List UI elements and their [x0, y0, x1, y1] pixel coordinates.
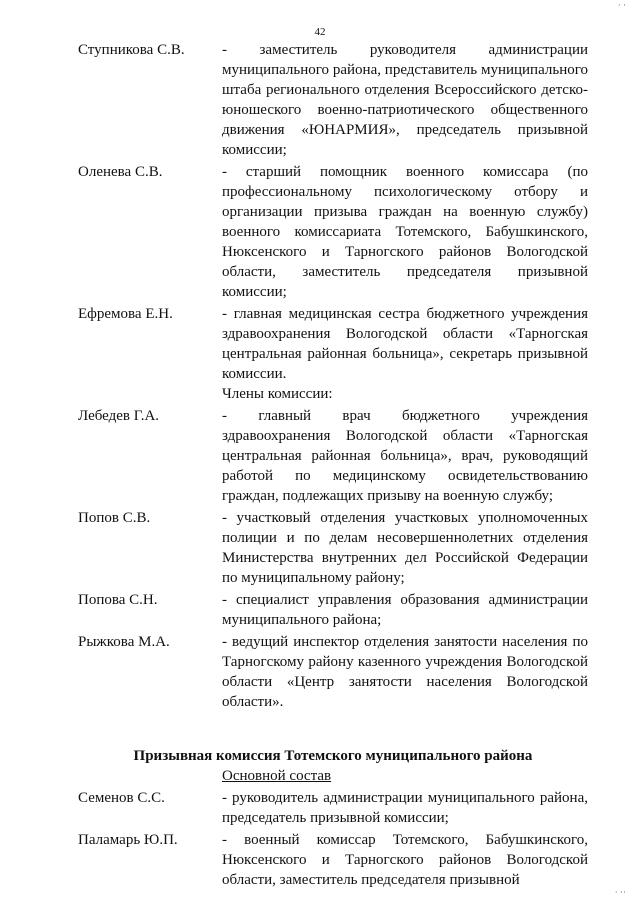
person-role: - главная медицинская сестра бюджетного учреждения здравоохранения Вологодской области «Тарногская центральная районная больница», секретарь призывной комиссии.: [222, 306, 588, 382]
person-role: - заместитель руководителя администрации муниципального района, представитель муниципального штаба регионального отделения Всероссийского детско-юношеского военно-патриотического общественного движения «ЮНАРМИЯ», председатель призывной комиссии;: [222, 42, 588, 158]
entry-efremova: [78, 304, 588, 384]
entry-lebedev: [78, 406, 588, 506]
document-body: [78, 40, 588, 890]
person-name: Ефремова Е.Н.: [78, 306, 173, 322]
commission-title: Призывная комиссия Тотемского муниципального района: [133, 748, 533, 764]
members-heading: Члены комиссии:: [222, 386, 333, 402]
page-number: 42: [314, 26, 326, 38]
person-name: Лебедев Г.А.: [78, 408, 160, 424]
person-role: - военный комиссар Тотемского, Бабушкинского, Нюксенского и Тарногского районов Вологодской области, заместитель председателя призывной: [222, 832, 588, 888]
person-name: Попов С.В.: [78, 510, 151, 526]
person-role: - специалист управления образования администрации муниципального района;: [222, 592, 588, 628]
entry-semenov: [78, 788, 588, 828]
person-role: - старший помощник военного комиссара (по профессиональному психологическому отбору и организации призыва граждан на военную службу) военного комиссариата Тотемского, Бабушкинского, Нюксенского и Тарногского районов Вологодской области, заместитель председателя призывной комиссии;: [222, 164, 588, 300]
person-role: - ведущий инспектор отделения занятости населения по Тарногскому району казенного учреждения Вологодской области «Центр занятости населения Вологодской области».: [222, 634, 588, 710]
entry-stupnikova: [78, 40, 588, 160]
entry-palamar: [78, 830, 588, 890]
corner-mark-bottom: · ··: [614, 887, 626, 897]
person-name: Оленева С.В.: [78, 164, 163, 180]
person-name: Ступникова С.В.: [78, 42, 185, 58]
person-role: - руководитель администрации муниципального района, председатель призывной комиссии;: [222, 790, 588, 826]
main-composition-heading: Основной состав: [222, 768, 332, 784]
person-role: - главный врач бюджетного учреждения здравоохранения Вологодской области «Тарногская центральная районная больница», врач, руководящий работой по медицинскому освидетельствованию граждан, подлежащих призыву на военную службу;: [222, 408, 588, 504]
person-name: Попова С.Н.: [78, 592, 158, 608]
entry-oleneva: [78, 162, 588, 302]
entry-popova: [78, 590, 588, 630]
entry-ryzhkova: [78, 632, 588, 712]
person-name: Рыжкова М.А.: [78, 634, 170, 650]
person-name: Семенов С.С.: [78, 790, 165, 806]
person-role: - участковый отделения участковых уполномоченных полиции и по делам несовершеннолетних отделения Министерства внутренних дел Российской Федерации по муниципальному району;: [222, 510, 588, 586]
person-name: Паламарь Ю.П.: [78, 832, 178, 848]
corner-mark-top: · ·: [617, 0, 626, 10]
entry-popov: [78, 508, 588, 588]
